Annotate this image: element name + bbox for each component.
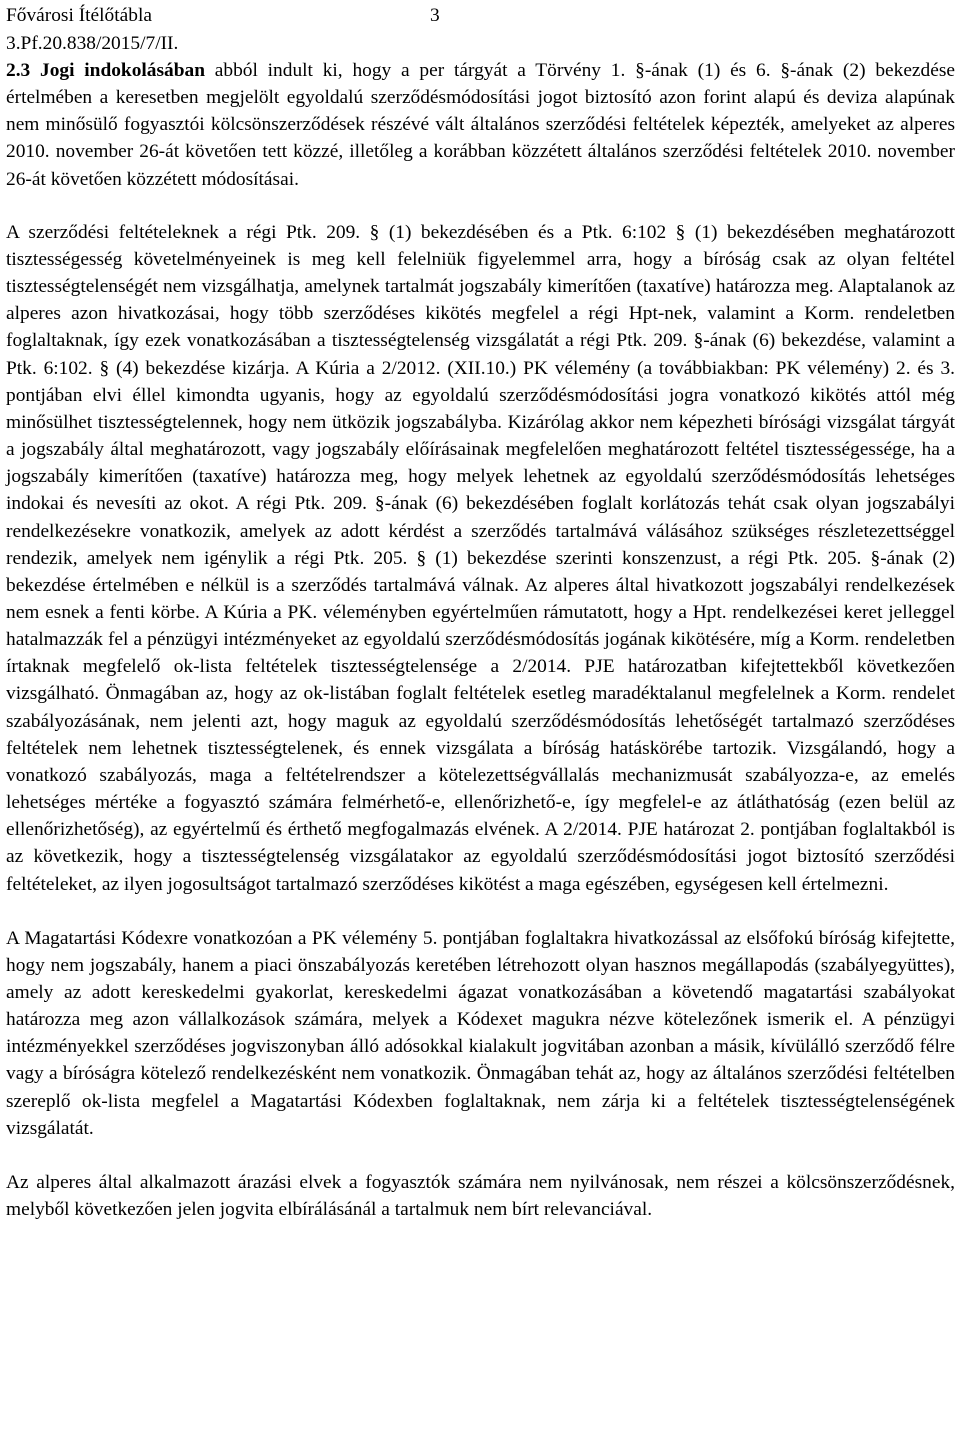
paragraph-spacer	[6, 1142, 955, 1169]
body-paragraph-2: A Magatartási Kódexre vonatkozóan a PK vélemény 5. pontjában foglaltakra hivatkozással az elsőfokú bíróság kifejtette, hogy nem jogszabály, hanem a piaci önszabályozás keretében létrehozott olyan hasznos megállapodás (szabályegyüttes), amely az adott kereskedelmi gyakorlat, kereskedelmi ágazat vonatkozásában a követendő magatartási szabályokat határozza meg azon vállalkozások számára, melyek a Kódexet magukra nézve kötelezőnek ismerik el. A pénzügyi intézményekkel szerződéses jogviszonyban álló adósokkal kialakult jogvitában azonban a másik, kívülálló szerződő félre vagy a bíróságra kötelező rendelkezésként nem vonatkozik. Önmagában tehát az, hogy az általános szerződési feltételben szereplő ok-lista megfelel a Magatartási Kódexben foglaltaknak, nem zárja ki a feltételek tisztességtelenségének vizsgálatát.	[6, 927, 955, 1139]
section-number: 2.3	[6, 60, 31, 81]
page-number: 3	[430, 5, 440, 26]
paragraph-spacer	[6, 193, 955, 219]
section-bold-lead: Jogi indokolásában	[40, 60, 205, 81]
body-paragraph-1: A szerződési feltételeknek a régi Ptk. 209. § (1) bekezdésében és a Ptk. 6:102 § (1) bekezdésében meghatározott tisztességesség követelményeinek is meg kell felelniük figyelemmel arra, hogy a bíróság csak az olyan feltétel tisztességtelenségét nem vizsgálhatja, amelynek tartalmát jogszabály kimerítően (taxatíve) határozza meg. Alaptalanok az alperes azon hivatkozásai, hogy több szerződéses kikötés megfelel a régi Hpt-nek, valamint a Korm. rendeletben foglaltaknak, így ezek vonatkozásában a tisztességtelenség vizsgálatát a régi Ptk. 209. §-ának (6) bekezdése, valamint a Ptk. 6:102. § (4) bekezdése kizárja. A Kúria a 2/2012. (XII.10.) PK vélemény (a továbbiakban: PK vélemény) 2. és 3. pontjában elvi éllel kimondta ugyanis, hogy az egyoldalú szerződésmódosítási jogra vonatkozó kikötés attól még minősülhet tisztességtelennek, hogy nem ütközik jogszabályba. Kizárólag akkor nem képezheti bírósági vizsgálat tárgyát a jogszabály által meghatározott, vagy jogszabály előírásainak megfelelően meghatározott feltétel tisztességessége, ha a jogszabály kimerítően (taxatíve) határozza meg, hogy melyek lehetnek az egyoldalú szerződésmódosítás lehetséges indokai és nevesíti az okot. A régi Ptk. 209. §-ának (6) bekezdésében foglalt korlátozás tehát csak olyan jogszabályi rendelkezésekre vonatkozik, amelyek az adott kérdést a szerződés tartalmává válásához szükséges részletezettséggel rendezik, amelyek nem igénylik a régi Ptk. 205. § (1) bekezdése szerinti konszenzust, a régi Ptk. 205. §-ának (2) bekezdése értelmében e nélkül is a szerződés tartalmává válnak. Az alperes által hivatkozott jogszabályi rendelkezések nem esnek a fenti körbe. A Kúria a PK. véleményben egyértelműen rámutatott, hogy a Hpt. rendelkezései keret jelleggel hatalmazzák fel a pénzügyi intézményeket az egyoldalú szerződésmódosítás jogának kikötésére, míg a Korm. rendeletben írtaknak megfelelő ok-lista feltételek tisztességtelensége a 2/2014. PJE határozatban kifejtettekből következően vizsgálható. Önmagában az, hogy az ok-listában foglalt feltételek esetleg maradéktalanul megfelelnek a Korm. rendelet szabályozásának, nem jelenti azt, hogy maguk az egyoldalú szerződésmódosítás lehetőségét tartalmazó szerződéses feltételek nem lehetnek tisztességtelenek, és ennek vizsgálata a bíróság hatáskörébe tartozik. Vizsgálandó, hogy a vonatkozó szabályozás, maga a feltételrendszer a kötelezettségvállalás mechanizmusát szabályozza-e, az emelés lehetséges mértéke a fogyasztó számára felmérhető-e, ellenőrizhető-e, így megfelel-e az átláthatóság (ezen belül az ellenőrizhetőség), az egyértelmű és érthető megfogalmazás elvének. A 2/2014. PJE határozat 2. pontjában foglaltakból is az következik, hogy a tisztességtelenség vizsgálatakor az egyoldalú szerződésmódosítási jogot biztosító szerződési feltételeket, az ilyen jogosultságot tartalmazó szerződéses kikötést a maga egészében, egységesen kell értelmezni.	[6, 221, 955, 895]
section-paragraph	[6, 57, 955, 193]
court-name: Fővárosi Ítélőtábla	[6, 5, 152, 26]
section-text: abból indult ki, hogy a per tárgyát a Törvény 1. §-ának (1) és 6. §-ának (2) bekezdése értelmében a keresetben megjelölt egyoldalú szerződésmódosítási jogot biztosító azon forint alapú és deviza alapúnak nem minősülő fogyasztói kölcsönszerződések részévé vált általános szerződési feltételek képezték, amelyeket az alperes 2010. november 26-át követően tett közzé, illetőleg a korábban közzétett általános szerződési feltételek 2010. november 26-át követően közzétett módosításai.	[6, 60, 955, 190]
case-number: 3.Pf.20.838/2015/7/II.	[6, 33, 179, 54]
body-paragraph-3: Az alperes által alkalmazott árazási elvek a fogyasztók számára nem nyilvánosak, nem részei a kölcsönszerződésnek, melyből következően jelen jogvita elbírálásánál a tartalmuk nem bírt relevanciával.	[6, 1171, 955, 1221]
paragraph-spacer	[6, 898, 955, 925]
page-header	[6, 1, 955, 31]
document-page	[0, 1, 960, 1449]
